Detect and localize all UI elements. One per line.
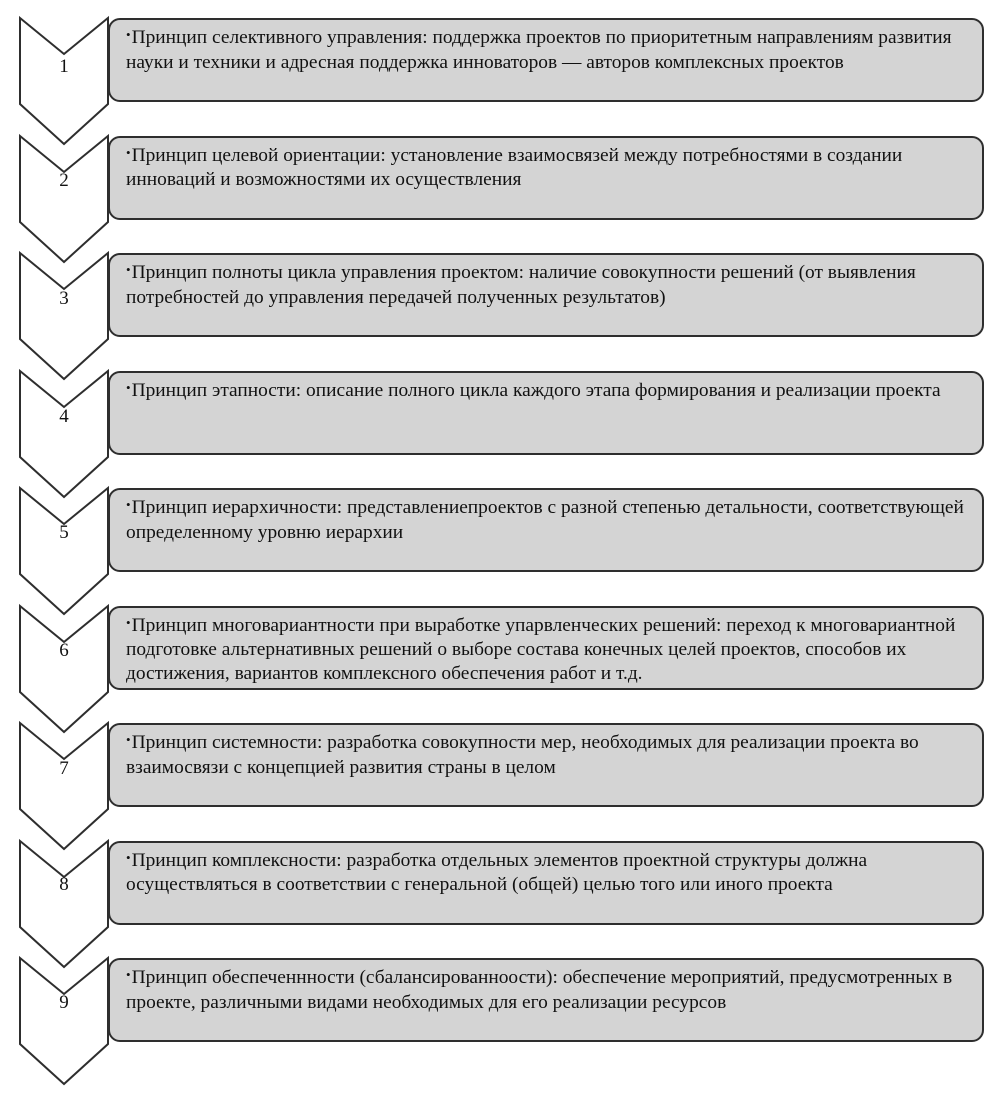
principle-text-container <box>126 849 968 897</box>
principle-number: 6 <box>59 640 69 661</box>
bullet-icon: • <box>126 379 131 395</box>
principle-box <box>108 253 984 337</box>
principle-number: 9 <box>59 992 69 1013</box>
principle-box <box>108 958 984 1042</box>
principle-text: Принцип комплексности: разработка отдельных элементов проектной структуры должна осуществляться в соответствии с генеральной (общей) целью того или иного проекта <box>126 849 868 895</box>
principle-text: Принцип селективного управления: поддержка проектов по приоритетным направлениям развития науки и техники и адресная поддержка инноваторов — авторов комплексных проектов <box>126 27 952 73</box>
principle-box <box>108 488 984 572</box>
principle-row-9 <box>0 942 999 1060</box>
principle-text-container <box>126 496 968 544</box>
principle-text-container <box>126 731 968 779</box>
principle-text: Принцип этапности: описание полного цикла каждого этапа формирования и реализации проекта <box>131 379 941 401</box>
bullet-icon: • <box>126 262 131 277</box>
principle-text-container <box>126 261 968 309</box>
principle-text: Принцип многовариантности при выработке упарвленческих решений: переход к многовариантной подготовке альтернативных решений о выборе состава конечных целей проектов, способов их достижения, вариантов комплексного обеспечения работ и т.д. <box>126 614 956 684</box>
principle-row-8 <box>0 825 999 943</box>
principle-row-4 <box>0 355 999 473</box>
principle-number: 1 <box>59 56 69 77</box>
principle-box <box>108 606 984 690</box>
principle-row-5 <box>0 472 999 590</box>
principle-text-container <box>126 26 968 74</box>
principle-box <box>108 371 984 455</box>
principle-box <box>108 723 984 807</box>
bullet-icon: • <box>126 497 131 512</box>
principle-box <box>108 18 984 102</box>
principle-text-container <box>126 614 968 686</box>
principle-row-3 <box>0 237 999 355</box>
principle-text-container <box>126 144 968 192</box>
principle-row-2 <box>0 120 999 238</box>
bullet-icon: • <box>126 732 131 747</box>
bullet-icon: • <box>126 144 131 160</box>
bullet-icon: • <box>126 27 131 42</box>
principle-box <box>108 136 984 220</box>
principle-row-7 <box>0 707 999 825</box>
bullet-icon: • <box>126 849 131 865</box>
principle-number: 7 <box>59 758 69 779</box>
principle-number: 5 <box>59 522 69 543</box>
principle-number: 4 <box>59 406 69 427</box>
principle-text: Принцип системности: разработка совокупности мер, необходимых для реализации проекта во взаимосвязи с концепцией развития страны в целом <box>126 732 919 778</box>
principle-box <box>108 841 984 925</box>
principle-number: 3 <box>59 288 69 309</box>
principle-text: Принцип обеспеченнности (сбалансированноости): обеспечение мероприятий, предусмотренных в проекте, различными видами необходимых для его реализации ресурсов <box>126 967 953 1013</box>
principle-number: 8 <box>59 874 69 895</box>
principle-number: 2 <box>59 170 69 191</box>
principle-text-container <box>126 966 968 1014</box>
principle-text: Принцип полноты цикла управления проектом: наличие совокупности решений (от выявления потребностей до управления передачей полученных результатов) <box>126 262 916 308</box>
bullet-icon: • <box>126 967 131 982</box>
chevron-arrow-icon <box>0 942 120 1092</box>
principle-text-container <box>126 379 968 404</box>
bullet-icon: • <box>126 614 131 630</box>
principle-row-6 <box>0 590 999 708</box>
principle-text: Принцип целевой ориентации: установление взаимосвязей между потребностями в создании инноваций и возможностями их осуществления <box>126 144 903 190</box>
principle-text: Принцип иерархичности: представлениепроектов с разной степенью детальности, соответствующей определенному уровню иерархии <box>126 497 964 543</box>
principle-row-1 <box>0 2 999 120</box>
